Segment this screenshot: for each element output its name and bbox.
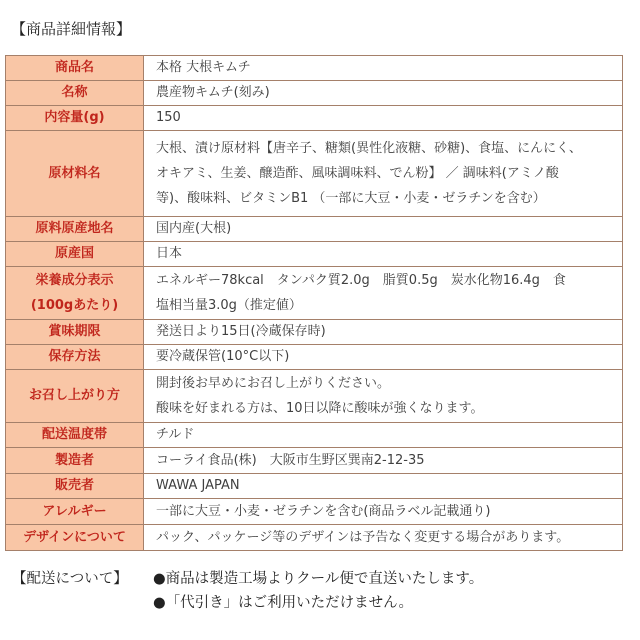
table-row — [6, 106, 623, 131]
row-value: パック、パッケージ等のデザインは予告なく変更する場合があります。 — [144, 525, 623, 551]
row-label: 販売者 — [6, 474, 144, 499]
row-label: お召し上がり方 — [6, 370, 144, 423]
row-value — [144, 370, 623, 423]
row-label: 商品名 — [6, 56, 144, 81]
row-label: 名称 — [6, 81, 144, 106]
table-row — [6, 448, 623, 474]
row-value: 要冷蔵保管(10°C以下) — [144, 345, 623, 370]
row-label — [6, 267, 144, 320]
row-label: 原材料名 — [6, 131, 144, 217]
row-value: チルド — [144, 423, 623, 448]
value-line: 開封後お早めにお召し上がりください。 — [156, 376, 391, 391]
shipping-heading: 【配送について】 — [12, 571, 128, 587]
shipping-line: ●商品は製造工場よりクール便で直送いたします。 — [153, 571, 484, 587]
label-line: 栄養成分表示 — [35, 273, 114, 288]
value-line: オキアミ、生姜、醸造酢、風味調味料、でん粉】 ／ 調味料(アミノ酸 — [156, 166, 559, 181]
value-line: 大根、漬け原材料【唐辛子、糖類(異性化液糖、砂糖)、食塩、にんにく、 — [156, 141, 582, 156]
row-label: 原産国 — [6, 242, 144, 267]
row-value: 本格 大根キムチ — [144, 56, 623, 81]
table-row — [6, 474, 623, 499]
row-value — [144, 267, 623, 320]
row-label: 原料原産地名 — [6, 217, 144, 242]
shipping-lines — [153, 567, 483, 615]
row-label: 賞味期限 — [6, 320, 144, 345]
row-label: 内容量(g) — [6, 106, 144, 131]
table-row — [6, 267, 623, 320]
row-label: デザインについて — [6, 525, 144, 551]
row-label: 配送温度帯 — [6, 423, 144, 448]
table-row — [6, 131, 623, 217]
table-row — [6, 320, 623, 345]
row-value: 日本 — [144, 242, 623, 267]
shipping-line: ●「代引き」はご利用いただけません。 — [153, 595, 414, 611]
value-line: 酸味を好まれる方は、10日以降に酸味が強くなります。 — [156, 401, 484, 416]
table-row — [6, 345, 623, 370]
row-value: コーライ食品(株) 大阪市生野区巽南2-12-35 — [144, 448, 623, 474]
row-label: 製造者 — [6, 448, 144, 474]
row-value: 150 — [144, 106, 623, 131]
row-value: 発送日より15日(冷蔵保存時) — [144, 320, 623, 345]
row-value: WAWA JAPAN — [144, 474, 623, 499]
row-value — [144, 131, 623, 217]
product-spec-table — [5, 55, 623, 551]
table-row — [6, 56, 623, 81]
row-value: 国内産(大根) — [144, 217, 623, 242]
table-row — [6, 423, 623, 448]
table-row — [6, 81, 623, 106]
table-row — [6, 525, 623, 551]
row-value: 農産物キムチ(刻み) — [144, 81, 623, 106]
table-row — [6, 499, 623, 525]
value-line: 塩相当量3.0g（推定値） — [156, 298, 302, 313]
row-value: 一部に大豆・小麦・ゼラチンを含む(商品ラベル記載通り) — [144, 499, 623, 525]
table-row — [6, 217, 623, 242]
value-line: 等)、酸味料、ビタミンB1 （一部に大豆・小麦・ゼラチンを含む） — [156, 191, 546, 206]
label-line: (100gあたり) — [30, 298, 119, 313]
value-line: エネルギー78kcal タンパク質2.0g 脂質0.5g 炭水化物16.4g 食 — [156, 273, 566, 288]
section-title: 【商品詳細情報】 — [11, 20, 132, 38]
row-label: アレルギー — [6, 499, 144, 525]
table-row — [6, 370, 623, 423]
row-label: 保存方法 — [6, 345, 144, 370]
table-row — [6, 242, 623, 267]
